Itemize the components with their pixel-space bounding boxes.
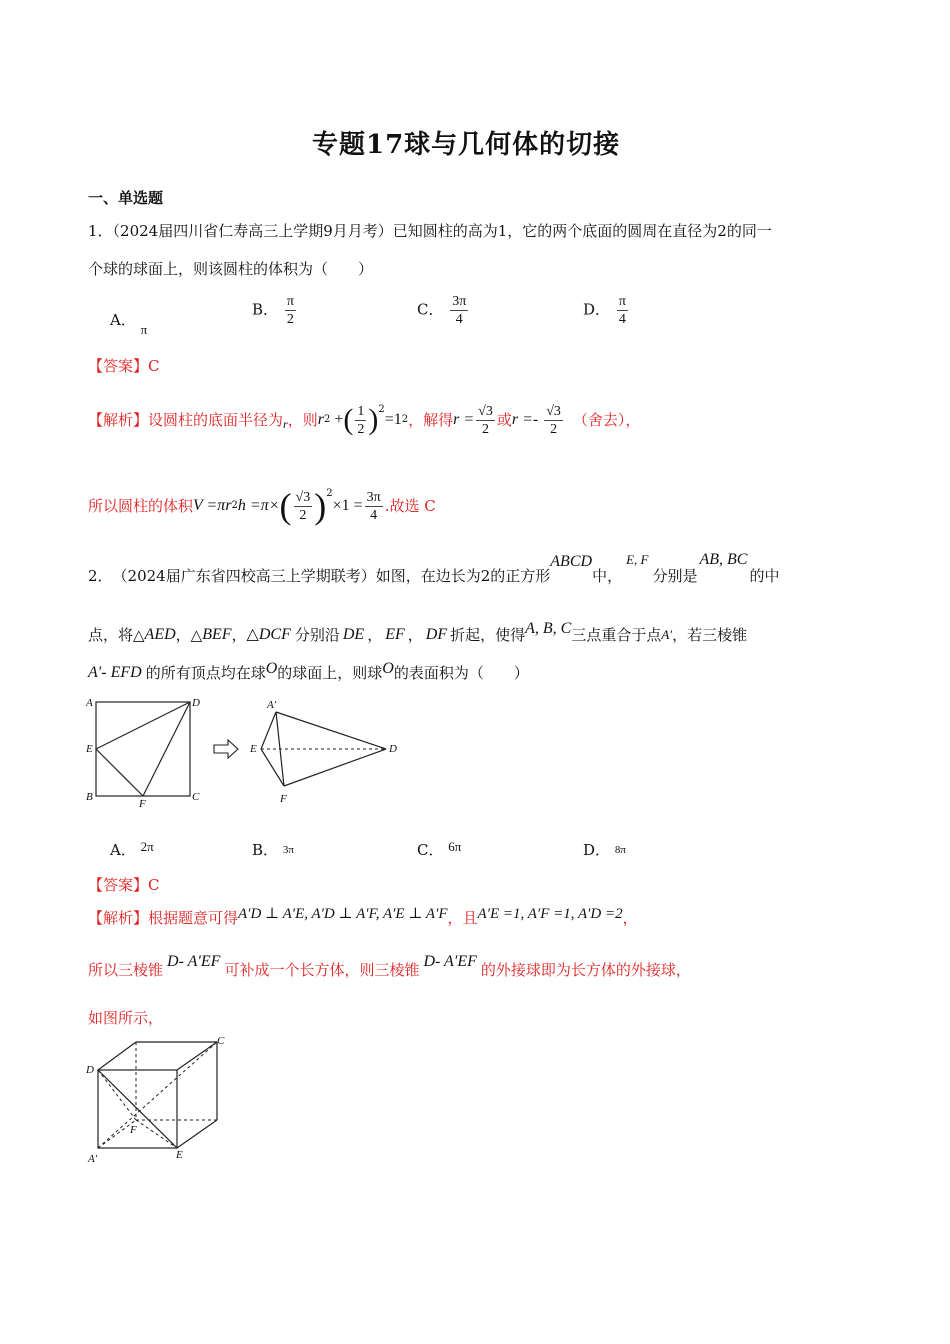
fig1-label-a: A	[86, 697, 93, 709]
q1-volume-equation: V =πr 2 h =π× ( $\frac{√3}{2}$ ) $^2$ ×1 = $\frac{3\pi}{4}$	[193, 486, 381, 526]
q2-analysis2-a: 所以三棱锥	[88, 961, 164, 979]
q1-option-b-fraction	[285, 293, 296, 328]
fold-arrow-icon	[214, 740, 238, 758]
q1-option-d-den: 4	[618, 312, 626, 327]
eq4-V: V =πr	[193, 497, 232, 514]
q1-analysis2-suffix: .故选 C	[384, 497, 436, 515]
fig2-label-d: D	[389, 743, 397, 755]
eq4-four: 4	[370, 507, 378, 523]
q2-zhong: 中，	[592, 567, 623, 585]
q2-figure-fold	[84, 694, 414, 814]
q2-stem-a: （2024届广东省四校高三上学期联考）如图，在边长为2的正方形	[112, 567, 551, 585]
q1-option-b[interactable]	[252, 293, 298, 328]
q2-figure-cuboid	[84, 1030, 244, 1170]
q1-option-c-fraction	[450, 293, 468, 328]
eq4-h: h =π×	[237, 497, 280, 514]
q1-option-a[interactable]	[110, 309, 148, 337]
q2-ruosan: ，若三棱锥	[672, 626, 748, 644]
fig3-label-f: F	[130, 1124, 137, 1136]
eq3-sqrt3: √3	[546, 403, 561, 419]
q2-analysis1-prefix: 【解析】根据题意可得	[88, 909, 239, 927]
q1-option-a-label: A．	[110, 311, 136, 329]
q1-option-a-value: π	[140, 322, 148, 337]
q1-analysis2-prefix: 所以圆柱的体积	[88, 497, 194, 515]
q2-chonghe: 三点重合于点	[571, 626, 662, 644]
q2-line3-pyr: A′- EFD	[88, 664, 142, 681]
q1-option-d-label: D．	[583, 300, 611, 319]
q1-analysis-or: 或	[496, 411, 512, 429]
q2-O1: O	[265, 660, 278, 677]
q2-abbc: AB, BC	[699, 551, 748, 568]
q2-option-c[interactable]	[417, 839, 461, 860]
q2-analysis2-b: 可补成一个长方体，则三棱锥	[224, 961, 420, 979]
q1-option-c-num: 3π	[452, 294, 467, 309]
eq1-r: r	[317, 411, 324, 428]
q2-option-d-label: D．	[583, 841, 611, 859]
q2-option-a[interactable]	[110, 839, 154, 860]
eq4-times1: ×1 =	[332, 497, 363, 514]
q2-dcf: △DCF	[246, 626, 291, 643]
q1-analysis-r: r	[283, 417, 288, 431]
fig2-label-f: F	[280, 793, 287, 805]
q1-option-d-num: π	[618, 294, 626, 309]
eq4-3pi: 3π	[366, 489, 381, 505]
fig1-label-c: C	[192, 791, 200, 803]
q1-option-b-den: 2	[286, 312, 294, 327]
q1-number: 1．	[88, 222, 113, 240]
q2-aed: AED	[144, 626, 176, 643]
q2-ef2: EF	[385, 626, 405, 643]
q2-analysis-line2	[88, 953, 691, 980]
eq3-two: 2	[550, 421, 558, 437]
q1-analysis-line1	[88, 396, 640, 444]
q1-option-b-label: B．	[252, 300, 279, 319]
q2-stem-line1	[88, 551, 780, 586]
q1-analysis-then: ，则	[287, 411, 318, 429]
q2-analysis1-mid: ，且	[447, 909, 478, 927]
q2-abcd: ABCD	[550, 553, 593, 570]
fig3-label-c: C	[217, 1035, 225, 1047]
q2-de: DE	[342, 626, 365, 643]
q2-df: DF	[425, 626, 448, 643]
q2-comma4: ，	[407, 626, 423, 644]
q2-option-d-value: 8π	[614, 844, 626, 856]
fig1-label-d: D	[192, 697, 200, 709]
eq1-half-den: 2	[357, 421, 365, 437]
q1-option-c[interactable]	[417, 293, 470, 328]
q2-line3-b: 的球面上，则球	[277, 664, 383, 682]
q2-dezhong: 的中	[749, 567, 780, 585]
q1-analysis-line2	[88, 478, 436, 534]
q2-comma2: ，	[231, 626, 247, 644]
q1-option-b-num: π	[286, 294, 294, 309]
fig1-label-b: B	[86, 791, 93, 803]
q2-analysis1-math: A′D ⊥ A′E, A′D ⊥ A′F, A′E ⊥ A′F	[238, 906, 448, 922]
q2-aprime: A′	[661, 627, 673, 642]
q2-option-a-label: A．	[110, 841, 136, 859]
q1-analysis-prefix: 【解析】设圆柱的底面半径为	[88, 411, 284, 429]
q2-comma1: ，△	[175, 626, 203, 644]
q1-analysis-solve: ，解得	[408, 411, 454, 429]
q2-analysis1-end: ，	[622, 909, 638, 927]
q1-equation-1: r 2 + ( $\frac{1}{2}$ ) $^2$ =1 2	[317, 403, 409, 437]
q2-analysis1-math2: A′E =1, A′F =1, A′D =2	[477, 906, 623, 922]
q1-option-c-label: C．	[417, 300, 444, 319]
q2-comma3: ，	[367, 626, 383, 644]
q2-stem-line2	[88, 620, 748, 645]
q2-pyr-2: D- A′EF	[423, 953, 477, 970]
q1-equation-2: r = $\frac{√3}{2}$	[453, 403, 493, 437]
q2-option-c-value: 6π	[448, 839, 462, 854]
eq2-sqrt3: √3	[478, 403, 493, 419]
q2-analysis-line3: 如图所示，	[88, 1009, 164, 1027]
fig3-label-e: E	[176, 1149, 183, 1161]
q2-O2: O	[382, 660, 394, 677]
fig3-label-d: D	[86, 1064, 94, 1076]
q2-bef: BEF	[202, 626, 232, 643]
q2-option-d[interactable]	[583, 839, 626, 860]
q2-zheqi: 折起，使得	[450, 626, 526, 644]
q2-analysis2-c: 的外接球即为长方体的外接球，	[480, 961, 691, 979]
q2-pyr-1: D- A′EF	[167, 953, 221, 970]
q1-option-d[interactable]	[583, 293, 630, 328]
q2-answer: 【答案】C	[88, 876, 160, 894]
q2-option-a-value: 2π	[140, 839, 154, 854]
fig2-label-aprime: A′	[267, 699, 277, 711]
fig1-label-f: F	[139, 798, 146, 810]
q1-answer: 【答案】C	[88, 357, 160, 375]
fig3-label-aprime: A′	[88, 1153, 98, 1165]
q2-option-b-label: B．	[252, 841, 279, 859]
q2-option-c-label: C．	[417, 841, 444, 859]
q2-fenbieyan: 分别沿	[294, 626, 340, 644]
q2-analysis-line1	[88, 908, 638, 928]
q1-equation-3: r =- $\frac{√3}{2}$	[511, 403, 561, 437]
q2-line3-c: 的表面积为（ ）	[393, 664, 529, 682]
q2-option-b[interactable]	[252, 839, 294, 860]
q2-fenbieshi: 分别是	[652, 567, 698, 585]
q1-option-c-den: 4	[455, 312, 463, 327]
q1-stem-line1	[88, 221, 772, 241]
q2-abc: A, B, C	[525, 620, 572, 637]
fig2-label-e: E	[250, 743, 257, 755]
q1-analysis-discard: （舍去），	[572, 411, 641, 429]
page-title: 专题17球与几何体的切接	[312, 130, 621, 160]
eq1-equals-1: =1	[384, 411, 402, 428]
q2-option-b-value: 3π	[282, 844, 294, 856]
q1-option-d-fraction	[617, 293, 628, 328]
eq1-half-num: 1	[357, 403, 365, 419]
q2-line3-a: 的所有顶点均在球	[145, 664, 266, 682]
fig1-label-e: E	[86, 743, 93, 755]
section-heading: 一、单选题	[88, 189, 164, 207]
eq2-two: 2	[482, 421, 490, 437]
q2-stem-line3	[88, 660, 529, 683]
eq4-sqrt3: √3	[295, 489, 311, 505]
eq4-two: 2	[299, 507, 307, 523]
q1-stem-line2: 个球的球面上，则该圆柱的体积为（ ）	[88, 260, 374, 278]
q1-stem-text: （2024届四川省仁寿高三上学期9月月考）已知圆柱的高为1，它的两个底面的圆周在直径为2的同一	[112, 222, 772, 240]
q2-ef: E, F	[626, 552, 649, 567]
q2-number: 2．	[88, 567, 113, 585]
q2-line2-a: 点，将△	[88, 626, 145, 644]
